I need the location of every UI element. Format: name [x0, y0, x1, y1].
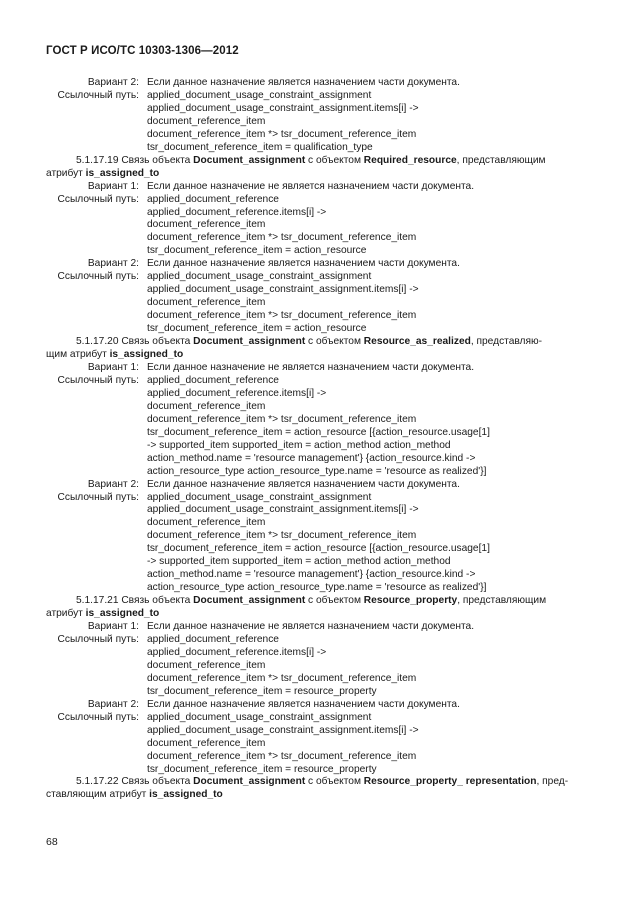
text-line: action_resource_type action_resource_type.name = 'resource as realized'}]: [147, 582, 487, 594]
variant-row: [46, 77, 606, 90]
variant-label: Вариант 2:: [87, 258, 139, 270]
text-line: tsr_document_reference_item = qualification_type: [147, 141, 373, 153]
text-line: applied_document_usage_constraint_assignment.items[i] ->: [147, 284, 419, 296]
path-line: [46, 647, 606, 660]
page-header: ГОСТ Р ИСО/ТС 10303-1306—2012: [46, 45, 239, 57]
path-line: [46, 556, 606, 569]
ref-path-label: Ссылочный путь:: [57, 491, 139, 503]
text-line: Если данное назначение является назначением части документа.: [147, 478, 460, 490]
text-line: tsr_document_reference_item = resource_property: [147, 763, 377, 775]
text-line: applied_document_usage_constraint_assignment: [147, 711, 372, 723]
variant-label: Вариант 1:: [87, 180, 139, 192]
text-line: applied_document_usage_constraint_assignment: [147, 271, 372, 283]
path-line: [46, 686, 606, 699]
path-line: [46, 504, 606, 517]
ref-path-label: Ссылочный путь:: [57, 633, 139, 645]
path-line: [46, 129, 606, 142]
text-line: Если данное назначение не является назначением части документа.: [147, 180, 475, 192]
text-line: applied_document_usage_constraint_assignment: [147, 491, 372, 503]
path-line: [46, 673, 606, 686]
variant-row: [46, 362, 606, 375]
ref-path-label: Ссылочный путь:: [57, 271, 139, 283]
variant-row: [46, 258, 606, 271]
text-line: Если данное назначение является назначением части документа.: [147, 698, 460, 710]
path-line: [46, 453, 606, 466]
ref-path-row: [46, 194, 606, 207]
section-heading-cont: щим атрибут is_assigned_to: [46, 349, 184, 361]
path-line: [46, 543, 606, 556]
text-line: document_reference_item: [147, 517, 266, 529]
path-line: [46, 323, 606, 336]
text-line: document_reference_item *> tsr_document_reference_item: [147, 128, 417, 140]
text-line: Если данное назначение является назначением части документа.: [147, 77, 460, 88]
variant-label: Вариант 2:: [87, 77, 139, 88]
text-line: action_method.name = 'resource management'} {action_resource.kind ->: [147, 569, 476, 581]
text-line: applied_document_usage_constraint_assignment.items[i] ->: [147, 102, 419, 114]
variant-label: Вариант 1:: [87, 361, 139, 373]
ref-path-row: [46, 271, 606, 284]
text-line: applied_document_reference: [147, 193, 279, 205]
text-line: tsr_document_reference_item = action_resource [{action_resource.usage[1]: [147, 543, 490, 555]
variant-row: [46, 621, 606, 634]
variant-label: Вариант 2:: [87, 478, 139, 490]
path-line: [46, 738, 606, 751]
ref-path-label: Ссылочный путь:: [57, 193, 139, 205]
path-line: [46, 297, 606, 310]
text-line: Если данное назначение не является назначением части документа.: [147, 621, 475, 633]
section-heading-5-1-17-21: 5.1.17.21 Связь объекта Document_assignment с объектом Resource_property, представляющим: [76, 595, 547, 607]
ref-path-label: Ссылочный путь:: [57, 711, 139, 723]
text-line: document_reference_item: [147, 297, 266, 309]
section-heading-5-1-17-19: 5.1.17.19 Связь объекта Document_assignment с объектом Required_resource, представляющим: [76, 154, 546, 166]
text-line: action_method.name = 'resource management'} {action_resource.kind ->: [147, 452, 476, 464]
text-line: document_reference_item *> tsr_document_reference_item: [147, 672, 417, 684]
path-line: [46, 219, 606, 232]
ref-path-label: Ссылочный путь:: [57, 374, 139, 386]
text-line: -> supported_item supported_item = action_method action_method: [147, 556, 451, 568]
section-heading-cont: атрибут is_assigned_to: [46, 608, 160, 620]
path-line: [46, 116, 606, 129]
text-line: document_reference_item *> tsr_document_reference_item: [147, 310, 417, 322]
text-line: document_reference_item *> tsr_document_reference_item: [147, 530, 417, 542]
text-line: applied_document_reference: [147, 633, 279, 645]
text-line: document_reference_item *> tsr_document_reference_item: [147, 750, 417, 762]
variant-label: Вариант 1:: [87, 621, 139, 633]
path-line: [46, 517, 606, 530]
text-line: document_reference_item: [147, 219, 266, 231]
path-line: [46, 103, 606, 116]
path-line: [46, 764, 606, 777]
path-line: [46, 530, 606, 543]
path-line: [46, 142, 606, 155]
path-line: [46, 440, 606, 453]
document-body: [46, 77, 606, 802]
section-heading-cont: ставляющим атрибут is_assigned_to: [46, 789, 223, 801]
text-line: tsr_document_reference_item = resource_property: [147, 685, 377, 697]
variant-label: Вариант 2:: [87, 698, 139, 710]
path-line: [46, 414, 606, 427]
section-heading-5-1-17-22: 5.1.17.22 Связь объекта Document_assignment с объектом Resource_property_ representation, пред-: [76, 776, 569, 788]
path-line: [46, 207, 606, 220]
text-line: document_reference_item: [147, 115, 266, 127]
ref-path-row: [46, 634, 606, 647]
variant-row: [46, 699, 606, 712]
text-line: applied_document_reference.items[i] ->: [147, 646, 327, 658]
path-line: [46, 427, 606, 440]
ref-path-row: [46, 375, 606, 388]
text-line: applied_document_reference: [147, 374, 279, 386]
path-line: [46, 310, 606, 323]
text-line: Если данное назначение является назначением части документа.: [147, 258, 460, 270]
text-line: tsr_document_reference_item = action_resource: [147, 245, 367, 257]
text-line: document_reference_item *> tsr_document_reference_item: [147, 232, 417, 244]
text-line: action_resource_type action_resource_type.name = 'resource as realized'}]: [147, 465, 487, 477]
ref-path-row: [46, 492, 606, 505]
text-line: -> supported_item supported_item = action_method action_method: [147, 439, 451, 451]
text-line: applied_document_reference.items[i] ->: [147, 206, 327, 218]
text-line: applied_document_reference.items[i] ->: [147, 387, 327, 399]
text-line: applied_document_usage_constraint_assignment.items[i] ->: [147, 724, 419, 736]
text-line: document_reference_item: [147, 400, 266, 412]
path-line: [46, 725, 606, 738]
path-line: [46, 284, 606, 297]
text-line: tsr_document_reference_item = action_resource [{action_resource.usage[1]: [147, 426, 490, 438]
page-number: 68: [46, 836, 58, 848]
text-line: applied_document_usage_constraint_assignment: [147, 89, 372, 101]
path-line: [46, 245, 606, 258]
variant-row: [46, 181, 606, 194]
text-line: document_reference_item *> tsr_document_reference_item: [147, 413, 417, 425]
ref-path-label: Ссылочный путь:: [57, 89, 139, 101]
text-line: applied_document_usage_constraint_assignment.items[i] ->: [147, 504, 419, 516]
path-line: [46, 232, 606, 245]
text-line: Если данное назначение не является назначением части документа.: [147, 361, 475, 373]
path-line: [46, 388, 606, 401]
ref-path-row: [46, 90, 606, 103]
path-line: [46, 751, 606, 764]
path-line: [46, 660, 606, 673]
text-line: document_reference_item: [147, 659, 266, 671]
path-line: [46, 401, 606, 414]
section-heading-5-1-17-20: 5.1.17.20 Связь объекта Document_assignment с объектом Resource_as_realized, представляю-: [76, 336, 543, 348]
text-line: document_reference_item: [147, 737, 266, 749]
variant-row: [46, 479, 606, 492]
text-line: tsr_document_reference_item = action_resource: [147, 323, 367, 335]
section-heading-cont: атрибут is_assigned_to: [46, 167, 160, 179]
path-line: [46, 466, 606, 479]
ref-path-row: [46, 712, 606, 725]
path-line: [46, 582, 606, 595]
path-line: [46, 569, 606, 582]
